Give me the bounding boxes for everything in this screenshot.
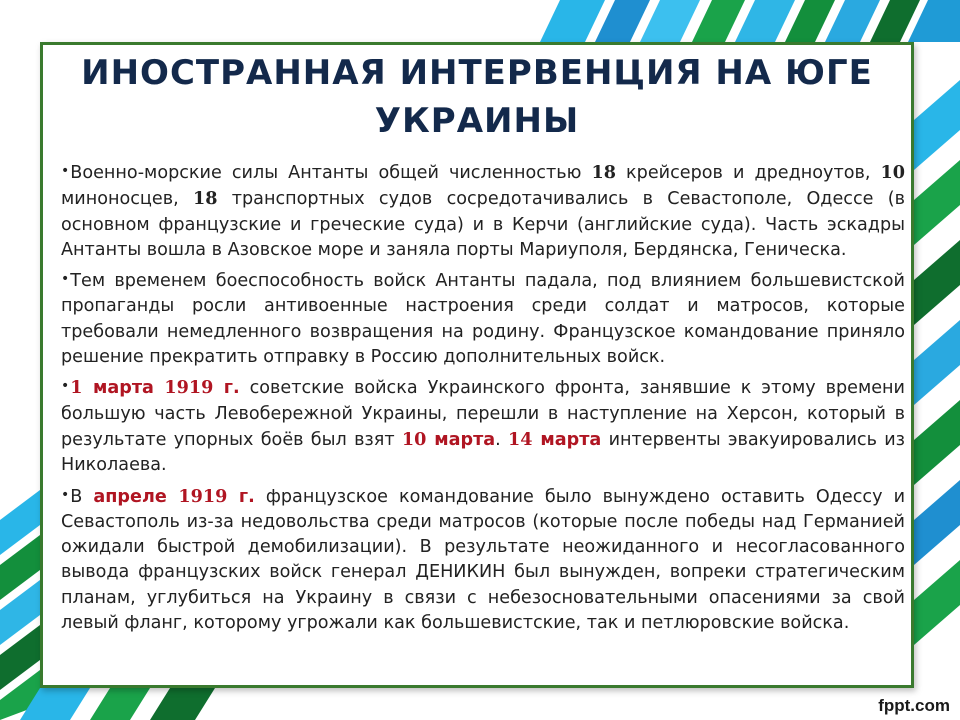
- text-run: .: [495, 429, 509, 450]
- bullet-paragraph: [61, 483, 905, 637]
- content-card: [40, 42, 914, 688]
- bullet-paragraph: [61, 374, 905, 478]
- text-run: транспортных судов сосредотачивались в Севастополе, Одессе (в основном французские и греческие суда) и в Керчи (английские суда). Часть эскадры Антанты вошла в Азовское море и заняла порты Мариуполя, Бердянска, Геническа.: [61, 189, 905, 260]
- bullet-icon: •: [61, 163, 70, 179]
- text-run: 1: [70, 377, 83, 399]
- text-run: г.: [227, 486, 255, 507]
- text-run: 18: [192, 188, 218, 210]
- text-run: миноносцев,: [61, 189, 193, 210]
- text-run: г.: [213, 378, 240, 399]
- text-run: марта: [426, 429, 496, 450]
- text-run: 1919: [178, 485, 228, 507]
- bullet-icon: •: [61, 486, 70, 503]
- text-run: марта: [532, 429, 602, 450]
- text-run: 18: [591, 162, 616, 183]
- bullet-paragraph: [61, 267, 905, 370]
- text-run: крейсеров и дредноутов,: [615, 163, 881, 183]
- text-run: 1919: [164, 377, 214, 399]
- text-run: апреле: [93, 486, 179, 507]
- slide-body: [61, 159, 905, 640]
- text-run: советские войска Украинского фронта, занявшие к этому времени большую часть Левобережной Украины, перешли в наступление на Херсон, который в результате упорных боёв был взят: [61, 378, 905, 450]
- bullet-paragraph: [61, 159, 905, 263]
- text-run: 10: [401, 428, 427, 450]
- text-run: 10: [880, 162, 905, 183]
- text-run: Тем временем боеспособность войск Антанты падала, под влиянием большевистской пропаганды росли антивоенные настроения среди солдат и матросов, которые требовали немедленного возвращения на родину. Французское командование приняло решение прекратить отправку в Россию дополнительных войск.: [61, 271, 905, 368]
- text-run: французское командование было вынуждено оставить Одессу и Севастополь из-за недовольства среди матросов (которые после победы над Германией ожидали быстрой демобилизации). В результате неожиданного и несогласованного вывода французских войск генерал ДЕНИКИН был вынужден, вопреки стратегическим планам, углубиться на Украину в связи с небезосновательными опасениями за свой левый фланг, которому угрожали как большевистские, так и петлюровские войска.: [61, 486, 906, 634]
- text-run: В: [70, 486, 94, 507]
- slide-title: ИНОСТРАННАЯ ИНТЕРВЕНЦИЯ НА ЮГЕ УКРАИНЫ: [81, 53, 873, 141]
- text-run: интервенты эвакуировались из Николаева.: [61, 429, 906, 476]
- bullet-icon: •: [61, 271, 70, 288]
- text-run: 14: [508, 428, 533, 450]
- watermark: fppt.com: [878, 696, 950, 715]
- bullet-icon: •: [61, 378, 70, 395]
- text-run: Военно-морские силы Антанты общей численностью: [70, 163, 592, 183]
- text-run: марта: [82, 378, 165, 399]
